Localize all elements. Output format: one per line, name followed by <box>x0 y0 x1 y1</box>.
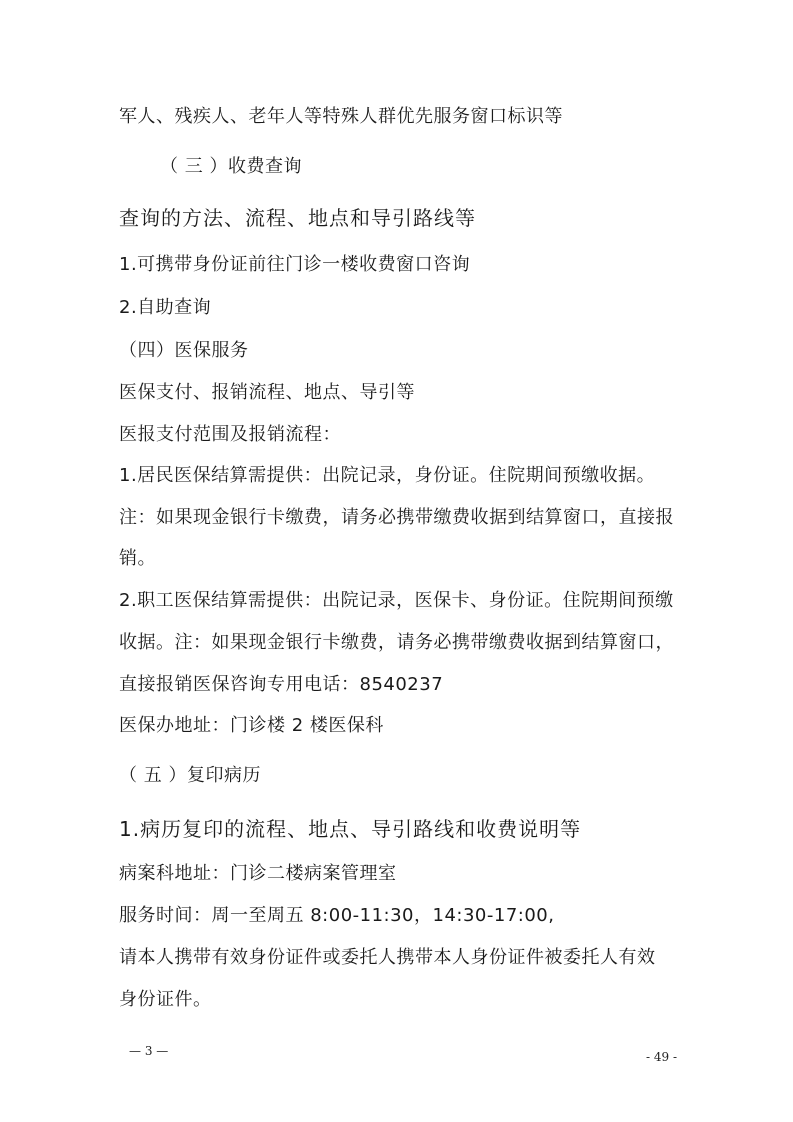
section-heading-medical-records: （ 五 ）复印病历 <box>119 765 261 786</box>
text-line-18: 病案科地址：门诊二楼病案管理室 <box>119 863 397 884</box>
text-line-12: 2.职工医保结算需提供：出院记录，医保卡、身份证。住院期间预缴 <box>119 590 674 611</box>
text-line-17: 1.病历复印的流程、地点、导引路线和收费说明等 <box>119 817 582 841</box>
text-line-4: 1.可携带身份证前往门诊一楼收费窗口咨询 <box>119 254 471 275</box>
text-line-3: 查询的方法、流程、地点和导引路线等 <box>119 206 476 230</box>
page-number-left: — 3 — <box>129 1044 169 1058</box>
text-line-5: 2.自助查询 <box>119 297 212 318</box>
text-line-14: 直接报销医保咨询专用电话：8540237 <box>119 674 444 695</box>
text-line-21: 身份证件。 <box>119 989 212 1010</box>
page-number-right: - 49 - <box>646 1050 678 1064</box>
text-line-9: 1.居民医保结算需提供：出院记录，身份证。住院期间预缴收据。 <box>119 465 656 486</box>
text-line-13: 收据。注：如果现金银行卡缴费，请务必携带缴费收据到结算窗口， <box>119 632 674 653</box>
text-line-8: 医报支付范围及报销流程： <box>119 424 341 445</box>
text-line-7: 医保支付、报销流程、地点、导引等 <box>119 382 415 403</box>
text-line-11: 销。 <box>119 548 156 569</box>
text-line-20: 请本人携带有效身份证件或委托人携带本人身份证件被委托人有效 <box>119 947 656 968</box>
text-line-19: 服务时间：周一至周五 8:00-11:30，14:30-17:00, <box>119 905 555 926</box>
section-heading-medical-insurance: （四）医保服务 <box>119 340 249 361</box>
text-line-1: 军人、残疾人、老年人等特殊人群优先服务窗口标识等 <box>119 106 563 127</box>
text-line-10: 注：如果现金银行卡缴费，请务必携带缴费收据到结算窗口，直接报 <box>119 507 674 528</box>
section-heading-fee-inquiry: （ 三 ）收费查询 <box>160 156 302 177</box>
text-line-15: 医保办地址：门诊楼 2 楼医保科 <box>119 715 384 736</box>
